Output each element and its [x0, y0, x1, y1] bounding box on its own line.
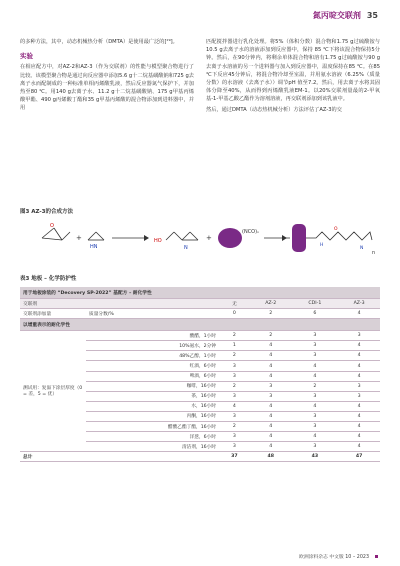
- polymer-core: [292, 224, 306, 252]
- cell: 4: [250, 351, 292, 361]
- section-title: 实验: [20, 52, 33, 61]
- total-spacer: [86, 452, 219, 462]
- cell: 4: [338, 371, 380, 381]
- row-label: 水，16小时: [86, 401, 219, 411]
- cell: 4: [250, 371, 292, 381]
- total-label: 总计: [20, 452, 86, 462]
- cell: 3: [338, 381, 380, 391]
- row-label: 48%乙醇，1小时: [86, 351, 219, 361]
- cell: 3: [292, 351, 339, 361]
- reactant-aziridine: [88, 232, 104, 250]
- plus-sign: +: [76, 234, 82, 242]
- cell: 4: [292, 361, 339, 371]
- cell: 3: [292, 341, 339, 351]
- svg-text:O: O: [50, 223, 54, 229]
- band-2-label: 以增重表示的耐化学性: [20, 319, 380, 331]
- total-row: [20, 452, 380, 462]
- cell: 4: [338, 341, 380, 351]
- svg-text:O: O: [334, 227, 338, 232]
- arrow-1: [112, 235, 149, 241]
- table-band-2: [20, 319, 380, 331]
- row-label: 醋酸乙酯丁酯，16小时: [86, 422, 219, 432]
- page-footer: [299, 553, 378, 560]
- cell: 2: [219, 351, 250, 361]
- row-sublabel: 质量分数/%: [86, 309, 219, 319]
- table-row: [20, 309, 380, 319]
- cell: 3: [219, 432, 250, 442]
- cell: 4: [338, 361, 380, 371]
- cell: 2: [219, 331, 250, 341]
- cell: 4: [250, 411, 292, 421]
- right-paragraph-2: 然后，通过DMTA（动态热机械分析）方法评估了AZ-3的交: [206, 106, 342, 113]
- row-label: 咖啡，16小时: [86, 381, 219, 391]
- row-label: 酸醋，1小时: [86, 331, 219, 341]
- cell: 4: [250, 401, 292, 411]
- row-label: 红酒，6小时: [86, 361, 219, 371]
- footer-text: 欧洲涂料杂志 中文版 10 – 2023: [299, 555, 369, 560]
- column-header: AZ-2: [250, 299, 292, 309]
- cell: 4: [250, 422, 292, 432]
- plus-sign-2: +: [206, 234, 212, 242]
- cell: 4: [292, 401, 339, 411]
- reagent-label: (NCO)ₙ: [242, 229, 260, 235]
- page-header: [313, 10, 378, 21]
- total-cell: 43: [292, 452, 339, 462]
- cell: 3: [219, 411, 250, 421]
- isocyanate-blob: [218, 228, 242, 248]
- cell: 4: [292, 371, 339, 381]
- table-band-1: [20, 287, 380, 299]
- table-caption: 表3 地板 – 化学防护性: [20, 276, 77, 282]
- cell: 3: [219, 371, 250, 381]
- svg-text:H: H: [320, 243, 324, 248]
- svg-text:N: N: [360, 246, 364, 251]
- cell: 3: [219, 391, 250, 401]
- figure-caption: 图3 AZ-3的合成方法: [20, 209, 73, 215]
- cell: 3: [292, 442, 339, 452]
- cell: 3: [250, 391, 292, 401]
- cell: 3: [292, 391, 339, 401]
- cell: 4: [338, 422, 380, 432]
- cell: 0: [219, 309, 250, 319]
- cell: 3: [292, 331, 339, 341]
- repeat-label: n: [372, 250, 376, 256]
- cell: 4: [338, 411, 380, 421]
- row-label: 啤酒，6小时: [86, 371, 219, 381]
- cell: 1: [219, 341, 250, 351]
- cell: 2: [250, 309, 292, 319]
- svg-text:N: N: [184, 245, 188, 251]
- left-column: [20, 38, 194, 113]
- cell: 2: [219, 381, 250, 391]
- total-cell: 37: [219, 452, 250, 462]
- svg-text:HN: HN: [90, 244, 98, 250]
- cell: 3: [338, 331, 380, 341]
- column-header: 交联剂: [20, 299, 219, 309]
- column-header: CDI-1: [292, 299, 339, 309]
- cell: 4: [219, 401, 250, 411]
- intermediate: [154, 232, 198, 251]
- right-column: [206, 38, 380, 114]
- arrow-2: [264, 235, 287, 241]
- row-label: 丙酮，16小时: [86, 411, 219, 421]
- cell: 3: [292, 411, 339, 421]
- cell: 4: [338, 401, 380, 411]
- band-1-label: 用于地板涂装的 “Decovery SP-2022” 基配方 – 耐化学性: [20, 287, 380, 299]
- row-label: 交联剂添加量: [20, 309, 86, 319]
- cell: 4: [250, 341, 292, 351]
- row-label: 茶，16小时: [86, 391, 219, 401]
- cell: 4: [250, 442, 292, 452]
- cell: 2: [250, 331, 292, 341]
- table-row: [20, 331, 380, 341]
- cell: 4: [338, 442, 380, 452]
- cell: 2: [219, 422, 250, 432]
- cell: 3: [219, 361, 250, 371]
- intro-paragraph: 的多种方法，其中，动态机械热分析（DMTA）是使用最广泛的[²⁹]。: [20, 39, 178, 45]
- cell: 4: [250, 361, 292, 371]
- column-header: 无: [219, 299, 250, 309]
- cell: 4: [292, 432, 339, 442]
- reactant-epoxide: [42, 223, 70, 240]
- cell: 3: [292, 422, 339, 432]
- page-number: 35: [366, 11, 378, 20]
- row-label: 10%氨水，2分钟: [86, 341, 219, 351]
- cell: 4: [250, 432, 292, 442]
- header-title: 氮丙啶交联剂: [312, 11, 361, 20]
- footer-bar: [375, 555, 378, 558]
- group-label: 测试用：复溢下涂层厚度（0 = 差，5 = 优）: [20, 331, 86, 452]
- total-cell: 48: [250, 452, 292, 462]
- column-header: AZ-3: [338, 299, 380, 309]
- cell: 4: [338, 351, 380, 361]
- cell: 3: [219, 442, 250, 452]
- cell: 4: [338, 432, 380, 442]
- cell: 3: [250, 381, 292, 391]
- right-paragraph-1: 匹配搅拌器进行乳化处理。将5%（体积分数）混合物和1.75 g过硫酸铵与10.5 g去离子水的溶液添加到反应器中，保持 85 ℃下将该混合物保持5分钟。然后，在90分钟内，将剩余单体混合物和溶有1.75 g过硫酸铵与90 g去离子水溶液的另一个进料器与加入到反应器中，温度保持在85 ℃。在85 ℃下反应45分钟后，将混合物冷却至室温，并用氨水溶液（6.25%（质量分数）的水溶液（去离子水））调节pH 值至7.2。然后，用去离子水将其固体分降至40%，从而得到丙烯酸乳液EM-1。以20%交联剂量最的2-甲氧基-1-甲基乙酸乙酯作为溶剂溶液，再交联剂添加到该乳液中。: [206, 39, 380, 103]
- total-cell: 47: [338, 452, 380, 462]
- table-header-row: [20, 299, 380, 309]
- synthesis-scheme: [20, 218, 380, 258]
- cell: 2: [292, 381, 339, 391]
- svg-text:HO: HO: [154, 238, 162, 244]
- cell: 6: [292, 309, 339, 319]
- chemical-resistance-table: [20, 287, 380, 462]
- cell: 4: [338, 309, 380, 319]
- cell: 3: [338, 391, 380, 401]
- row-label: 洋葱，6小时: [86, 432, 219, 442]
- experiment-paragraph: 在相应配方中，对AZ-2和AZ-3（作为交联剂）的性能与模型聚合物进行了比较。该模型聚合物是通过向反应器中添加5.6 g十二烷基磺酸钠和725 g去离子水而配制成的一种标准单相丙烯酸乳液，然后反应器氮气保护下，并加热至80 ℃。用140 g去离子水、11.2 g十二烷基磺酸钠、175 g甲基丙烯酸甲酯、490 g丙烯酸丁酯和35 g甲基丙烯酸的混合物添加到进料器中，并用: [20, 64, 194, 112]
- row-label: 清洁剂，16小时: [86, 442, 219, 452]
